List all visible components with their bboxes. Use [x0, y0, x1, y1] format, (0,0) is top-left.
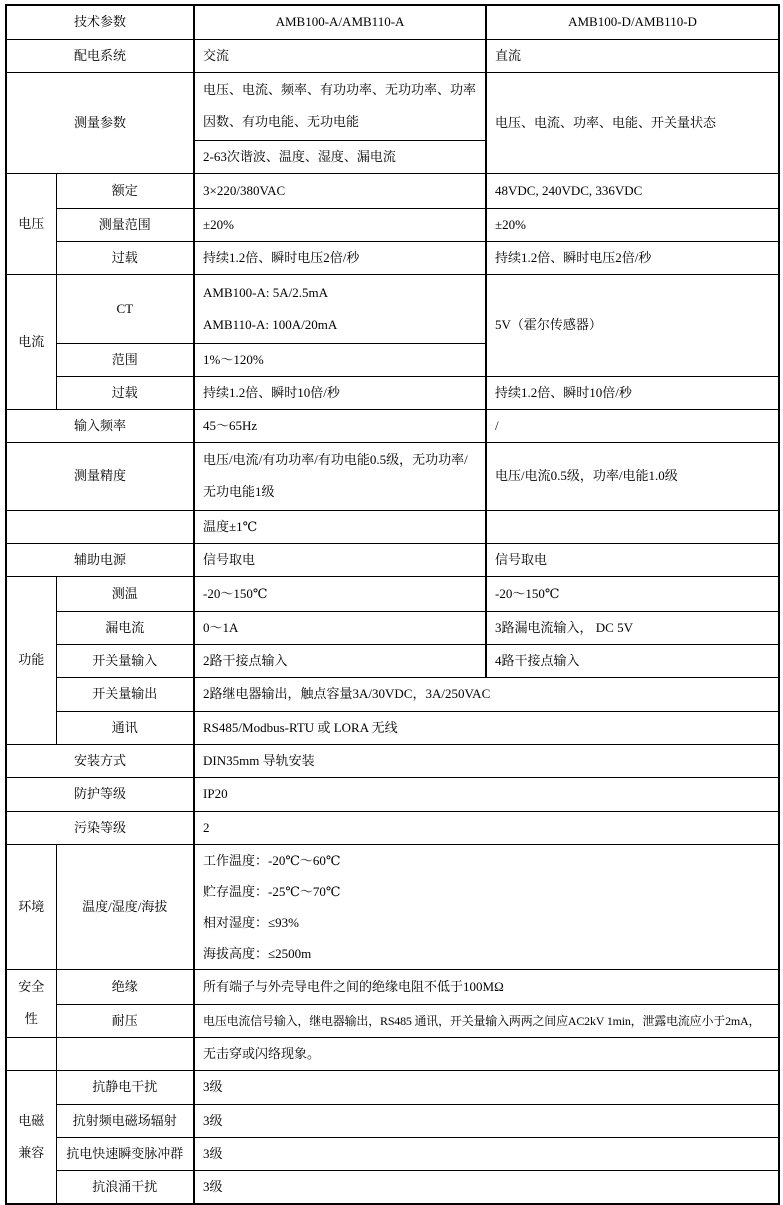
row-voltage-range — [6, 208, 779, 241]
current-range-label: 范围 — [56, 343, 194, 376]
header-model-a: AMB100-A/AMB110-A — [194, 5, 486, 39]
function-group-label: 功能 — [6, 576, 56, 744]
protection-label: 防护等级 — [6, 777, 194, 811]
row-accuracy — [6, 442, 779, 510]
emc-esd-label: 抗静电干扰 — [56, 1070, 194, 1104]
row-function-di — [6, 644, 779, 677]
row-voltage-rated — [6, 173, 779, 208]
row-safety-withstand-cont — [6, 1037, 779, 1070]
accuracy-temp-label-empty — [6, 510, 194, 543]
safety-withstand-cont-group-empty — [6, 1037, 56, 1070]
row-function-do — [6, 677, 779, 711]
current-ct-a — [194, 274, 486, 343]
function-comm-value: RS485/Modbus-RTU 或 LORA 无线 — [194, 711, 779, 744]
measure-params-d: 电压、电流、功率、电能、开关量状态 — [486, 72, 779, 173]
environment-altitude: 海拔高度：≤2500m — [203, 945, 312, 961]
header-model-d: AMB100-D/AMB110-D — [486, 5, 779, 39]
function-temp-label: 测温 — [56, 576, 194, 611]
row-distribution-system — [6, 39, 779, 72]
current-ct-a-amb110: AMB110-A: 100A/20mA — [203, 316, 338, 332]
aux-power-d: 信号取电 — [486, 543, 779, 576]
function-temp-a: -20～150℃ — [194, 576, 486, 611]
function-do-value: 2路继电器输出，触点容量3A/30VDC，3A/250VAC — [194, 677, 779, 711]
emc-eft-value: 3级 — [194, 1137, 779, 1170]
row-environment — [6, 844, 779, 969]
measure-params-a-harmonics: 2-63次谐波、温度、湿度、漏电流 — [194, 140, 486, 173]
row-emc-eft — [6, 1137, 779, 1170]
distribution-a: 交流 — [194, 39, 486, 72]
spec-sheet — [5, 4, 780, 1205]
row-mounting — [6, 744, 779, 777]
accuracy-label: 测量精度 — [6, 442, 194, 510]
row-accuracy-temp — [6, 510, 779, 543]
current-range-a: 1%～120% — [194, 343, 486, 376]
protection-value: IP20 — [194, 777, 779, 811]
row-function-temp — [6, 576, 779, 611]
safety-group-label: 安全性 — [6, 969, 56, 1037]
row-protection — [6, 777, 779, 811]
current-ct-label: CT — [56, 274, 194, 343]
aux-power-a: 信号取电 — [194, 543, 486, 576]
row-measure-params-1 — [6, 72, 779, 140]
function-leakage-d: 3路漏电流输入， DC 5V — [486, 611, 779, 644]
mounting-label: 安装方式 — [6, 744, 194, 777]
measure-params-a-electrical: 电压、电流、频率、有功功率、无功功率、功率因数、有功电能、无功电能 — [194, 72, 486, 140]
accuracy-temp-a: 温度±1℃ — [194, 510, 486, 543]
current-group-label: 电流 — [6, 274, 56, 409]
safety-withstand-value: 电压电流信号输入，继电器输出，RS485 通讯，开关量输入两两之间应AC2kV 1min，泄露电流应小于2mA， — [194, 1004, 779, 1037]
emc-rf-value: 3级 — [194, 1104, 779, 1137]
emc-surge-label: 抗浪涌干扰 — [56, 1170, 194, 1204]
emc-rf-label: 抗射频电磁场辐射 — [56, 1104, 194, 1137]
environment-group-label: 环境 — [6, 844, 56, 969]
row-emc-esd — [6, 1070, 779, 1104]
safety-insulation-value: 所有端子与外壳导电件之间的绝缘电阻不低于100MΩ — [194, 969, 779, 1004]
environment-working-temp: 工作温度：-20℃～60℃ — [203, 852, 341, 868]
voltage-overload-a: 持续1.2倍、瞬时电压2倍/秒 — [194, 241, 486, 274]
voltage-rated-d: 48VDC, 240VDC, 336VDC — [486, 173, 779, 208]
voltage-range-label: 测量范围 — [56, 208, 194, 241]
safety-withstand-label: 耐压 — [56, 1004, 194, 1037]
environment-label: 温度/湿度/海拔 — [56, 844, 194, 969]
function-leakage-label: 漏电流 — [56, 611, 194, 644]
current-ct-a-amb100: AMB100-A: 5A/2.5mA — [203, 284, 328, 300]
header-row — [6, 5, 779, 39]
row-function-comm — [6, 711, 779, 744]
row-current-overload — [6, 376, 779, 409]
environment-storage-temp: 贮存温度：-25℃～70℃ — [203, 883, 341, 899]
mounting-value: DIN35mm 导轨安装 — [194, 744, 779, 777]
input-freq-a: 45～65Hz — [194, 409, 486, 442]
safety-insulation-label: 绝缘 — [56, 969, 194, 1004]
safety-withstand-cont-label-empty — [56, 1037, 194, 1070]
header-tech-params: 技术参数 — [6, 5, 194, 39]
row-function-leakage — [6, 611, 779, 644]
voltage-overload-d: 持续1.2倍、瞬时电压2倍/秒 — [486, 241, 779, 274]
pollution-label: 污染等级 — [6, 811, 194, 844]
function-do-label: 开关量输出 — [56, 677, 194, 711]
row-pollution — [6, 811, 779, 844]
row-current-ct — [6, 274, 779, 343]
pollution-value: 2 — [194, 811, 779, 844]
accuracy-d: 电压/电流0.5级，功率/电能1.0级 — [486, 442, 779, 510]
current-overload-label: 过载 — [56, 376, 194, 409]
voltage-group-label: 电压 — [6, 173, 56, 274]
current-overload-d: 持续1.2倍、瞬时10倍/秒 — [486, 376, 779, 409]
spec-table — [5, 4, 780, 1205]
row-safety-insulation — [6, 969, 779, 1004]
aux-power-label: 辅助电源 — [6, 543, 194, 576]
function-comm-label: 通讯 — [56, 711, 194, 744]
row-voltage-overload — [6, 241, 779, 274]
safety-withstand-value-cont: 无击穿或闪络现象。 — [194, 1037, 779, 1070]
function-temp-d: -20～150℃ — [486, 576, 779, 611]
row-emc-rf — [6, 1104, 779, 1137]
voltage-range-d: ±20% — [486, 208, 779, 241]
distribution-label: 配电系统 — [6, 39, 194, 72]
function-di-label: 开关量输入 — [56, 644, 194, 677]
voltage-rated-a: 3×220/380VAC — [194, 173, 486, 208]
environment-value — [194, 844, 779, 969]
row-emc-surge — [6, 1170, 779, 1204]
row-safety-withstand — [6, 1004, 779, 1037]
function-leakage-a: 0～1A — [194, 611, 486, 644]
voltage-overload-label: 过载 — [56, 241, 194, 274]
emc-eft-label: 抗电快速瞬变脉冲群 — [56, 1137, 194, 1170]
row-input-frequency — [6, 409, 779, 442]
voltage-range-a: ±20% — [194, 208, 486, 241]
row-aux-power — [6, 543, 779, 576]
input-freq-label: 输入频率 — [6, 409, 194, 442]
emc-esd-value: 3级 — [194, 1070, 779, 1104]
function-di-a: 2路干接点输入 — [194, 644, 486, 677]
function-di-d: 4路干接点输入 — [486, 644, 779, 677]
current-overload-a: 持续1.2倍、瞬时10倍/秒 — [194, 376, 486, 409]
emc-group-label: 电磁兼容 — [6, 1070, 56, 1204]
accuracy-a: 电压/电流/有功功率/有功电能0.5级，无功功率/无功电能1级 — [194, 442, 486, 510]
accuracy-temp-d-empty — [486, 510, 779, 543]
environment-humidity: 相对湿度：≤93% — [203, 914, 299, 930]
current-ct-d: 5V（霍尔传感器） — [486, 274, 779, 376]
voltage-rated-label: 额定 — [56, 173, 194, 208]
distribution-d: 直流 — [486, 39, 779, 72]
measure-params-label: 测量参数 — [6, 72, 194, 173]
emc-surge-value: 3级 — [194, 1170, 779, 1204]
input-freq-d: / — [486, 409, 779, 442]
